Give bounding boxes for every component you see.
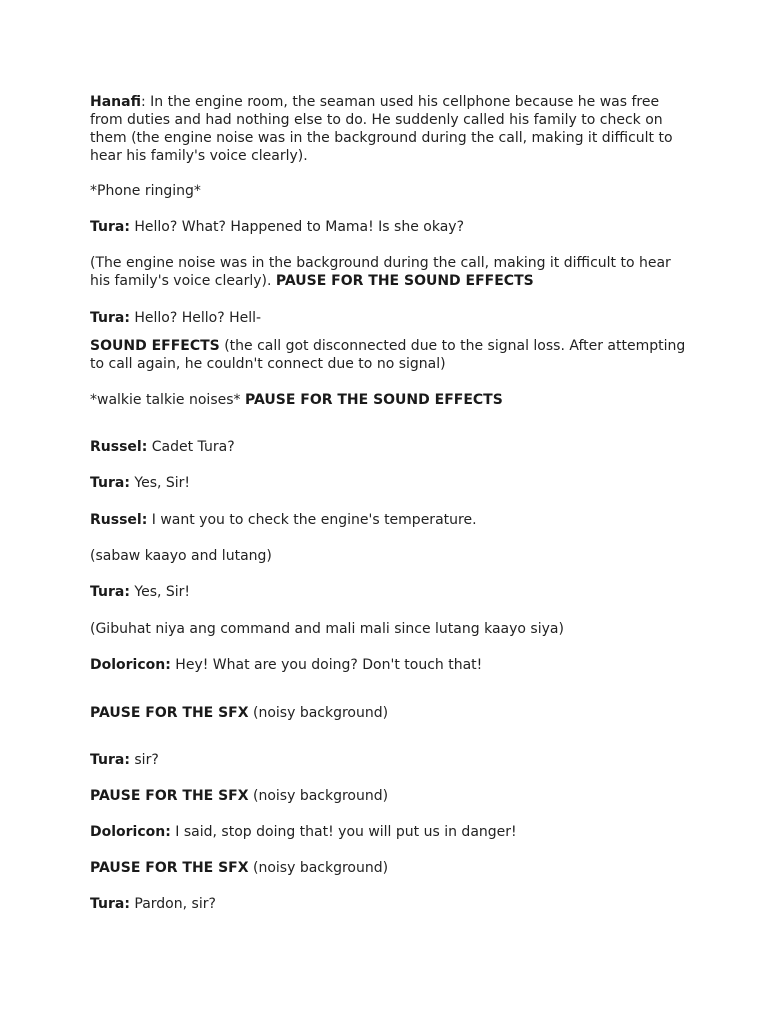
paragraph-dialogue <box>90 823 690 841</box>
speaker-label: Tura: <box>90 896 130 912</box>
speaker-label: Tura: <box>90 219 130 235</box>
speaker-label: Tura: <box>90 475 130 491</box>
speaker-label: Tura: <box>90 310 130 326</box>
paragraph-hanafi-intro <box>90 93 690 165</box>
paragraph-sound-effects <box>90 337 690 373</box>
speaker-label: Tura: <box>90 584 130 600</box>
paragraph-text: Cadet Tura? <box>151 439 235 455</box>
paragraph-text: sir? <box>134 752 159 768</box>
paragraph-sfx-cue <box>90 704 690 722</box>
paragraph-stage-direction <box>90 182 690 200</box>
cue-label: PAUSE FOR THE SOUND EFFECTS <box>244 392 503 408</box>
paragraph-stage-direction <box>90 547 690 565</box>
paragraph-dialogue <box>90 309 690 327</box>
cue-label: PAUSE FOR THE SOUND EFFECTS <box>275 273 534 289</box>
speaker-label: Doloricon: <box>90 657 171 673</box>
speaker-label: Doloricon: <box>90 824 171 840</box>
speaker-label: Tura: <box>90 752 130 768</box>
paragraph-text: (sabaw kaayo and lutang) <box>90 548 272 564</box>
paragraph-dialogue <box>90 895 690 913</box>
paragraph-text: (noisy background) <box>253 860 389 876</box>
paragraph-stage-direction <box>90 620 690 638</box>
paragraph-text: *Phone ringing* <box>90 183 201 199</box>
paragraph-sfx-cue <box>90 787 690 805</box>
paragraph-dialogue <box>90 751 690 769</box>
paragraph-dialogue <box>90 438 690 456</box>
paragraph-text: Hello? What? Happened to Mama! Is she okay? <box>134 219 465 235</box>
paragraph-dialogue <box>90 656 690 674</box>
cue-label: PAUSE FOR THE SFX <box>90 788 249 804</box>
paragraph-dialogue <box>90 474 690 492</box>
paragraph-text: (The engine noise was in the background during the call, making it difficult to hear his family's voice clearly). <box>90 255 671 289</box>
paragraph-text: I want you to check the engine's temperature. <box>151 512 477 528</box>
paragraph-sfx-cue <box>90 859 690 877</box>
paragraph-text: (Gibuhat niya ang command and mali mali since lutang kaayo siya) <box>90 621 564 637</box>
paragraph-text: (the call got disconnected due to the signal loss. After attempting to call again, he couldn't connect due to no signal) <box>90 338 686 372</box>
cue-label: PAUSE FOR THE SFX <box>90 705 249 721</box>
paragraph-text: Yes, Sir! <box>134 584 191 600</box>
paragraph-text: (noisy background) <box>253 788 389 804</box>
paragraph-text: (noisy background) <box>253 705 389 721</box>
speaker-label: Russel: <box>90 512 148 528</box>
paragraph-stage-direction <box>90 254 690 290</box>
paragraph-text: Pardon, sir? <box>134 896 216 912</box>
paragraph-text: *walkie talkie noises* <box>90 392 245 408</box>
paragraph-dialogue <box>90 218 690 236</box>
paragraph-text: Hello? Hello? Hell- <box>134 310 262 326</box>
paragraph-text: Yes, Sir! <box>134 475 191 491</box>
paragraph-dialogue <box>90 511 690 529</box>
paragraph-dialogue <box>90 583 690 601</box>
cue-label: SOUND EFFECTS <box>90 338 220 354</box>
cue-label: PAUSE FOR THE SFX <box>90 860 249 876</box>
paragraph-stage-direction <box>90 391 690 409</box>
paragraph-text: Hey! What are you doing? Don't touch that! <box>175 657 483 673</box>
speaker-label: Hanafi <box>90 94 141 110</box>
paragraph-text: I said, stop doing that! you will put us in danger! <box>175 824 517 840</box>
speaker-label: Russel: <box>90 439 148 455</box>
paragraph-text: : In the engine room, the seaman used his cellphone because he was free from duties and had nothing else to do. He suddenly called his family to check on them (the engine noise was in the background during the call, making it difficult to hear his family's voice clearly). <box>90 94 673 164</box>
